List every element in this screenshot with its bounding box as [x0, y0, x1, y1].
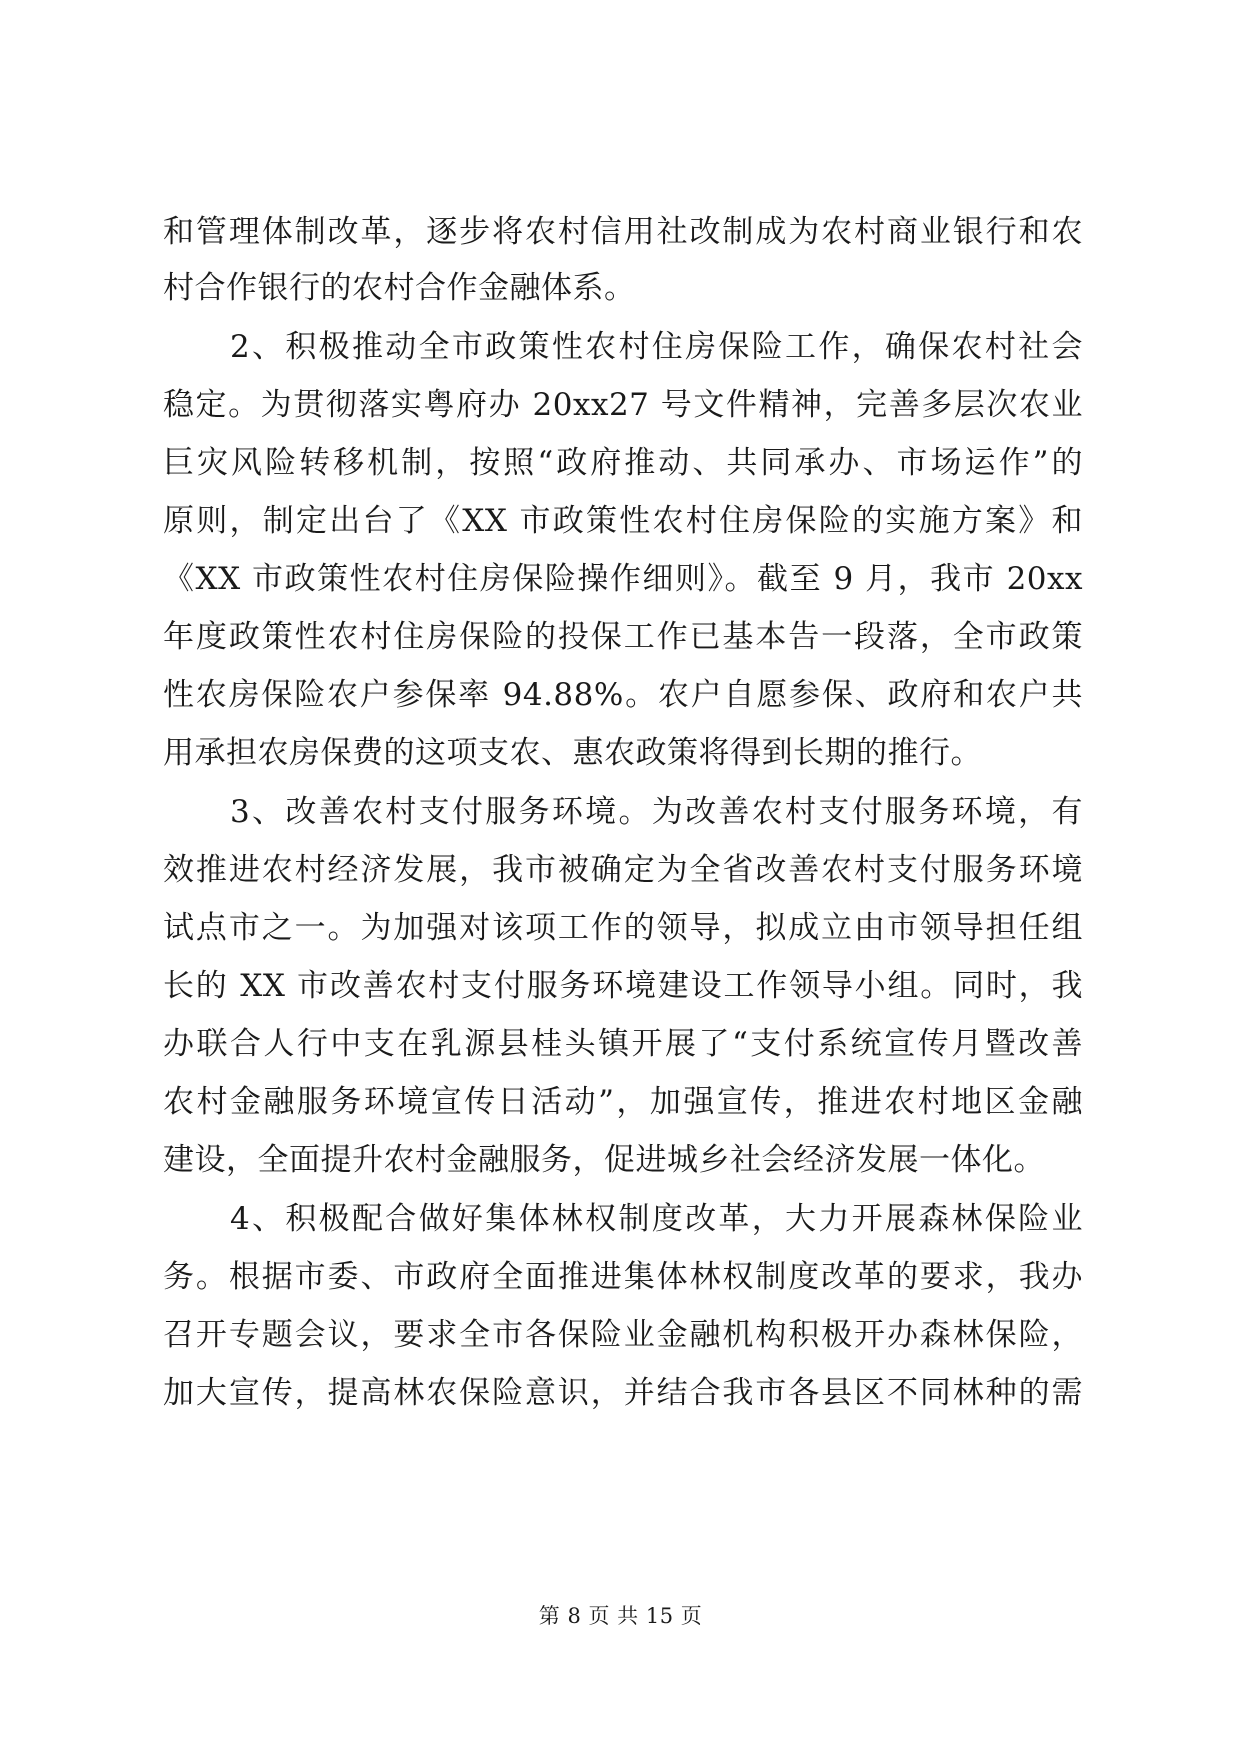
text-line: 务。根据市委、市政府全面推进集体林权制度改革的要求，我办: [163, 1259, 1083, 1295]
text-line: 召开专题会议，要求全市各保险业金融机构积极开办森林保险，: [163, 1317, 1083, 1353]
text-line: 原则，制定出台了《XX 市政策性农村住房保险的实施方案》和: [163, 503, 1083, 539]
text-line: 长的 XX 市改善农村支付服务环境建设工作领导小组。同时，我: [163, 968, 1083, 1004]
paragraph-4-heading-line: 4、积极配合做好集体林权制度改革，大力开展森林保险业: [230, 1201, 1083, 1237]
text-line: 用承担农房保费的这项支农、惠农政策将得到长期的推行。: [163, 735, 982, 771]
text-line: 年度政策性农村住房保险的投保工作已基本告一段落，全市政策: [163, 619, 1083, 655]
text-line: 试点市之一。为加强对该项工作的领导，拟成立由市领导担任组: [163, 910, 1083, 946]
page-number-footer: 第 8 页 共 15 页: [538, 1604, 703, 1628]
paragraph-2-heading-line: 2、积极推动全市政策性农村住房保险工作，确保农村社会: [230, 329, 1083, 365]
text-line: 加大宣传，提高林农保险意识，并结合我市各县区不同林种的需: [163, 1375, 1083, 1411]
text-line: 巨灾风险转移机制，按照“政府推动、共同承办、市场运作”的: [163, 445, 1083, 481]
text-line: 效推进农村经济发展，我市被确定为全省改善农村支付服务环境: [163, 852, 1083, 888]
text-line: 稳定。为贯彻落实粤府办 20xx27 号文件精神，完善多层次农业: [163, 387, 1083, 423]
text-line: 建设，全面提升农村金融服务，促进城乡社会经济发展一体化。: [163, 1142, 1045, 1178]
text-line: 《XX 市政策性农村住房保险操作细则》。截至 9 月，我市 20xx: [163, 561, 1083, 597]
text-line: 性农房保险农户参保率 94.88%。农户自愿参保、政府和农户共: [163, 677, 1083, 713]
text-line: 办联合人行中支在乳源县桂头镇开展了“支付系统宣传月暨改善: [163, 1026, 1083, 1062]
text-line: 农村金融服务环境宣传日活动”，加强宣传，推进农村地区金融: [163, 1084, 1083, 1120]
text-line: 村合作银行的农村合作金融体系。: [163, 270, 636, 306]
paragraph-3-heading-line: 3、改善农村支付服务环境。为改善农村支付服务环境，有: [230, 794, 1083, 830]
text-line: 和管理体制改革，逐步将农村信用社改制成为农村商业银行和农: [163, 214, 1083, 250]
